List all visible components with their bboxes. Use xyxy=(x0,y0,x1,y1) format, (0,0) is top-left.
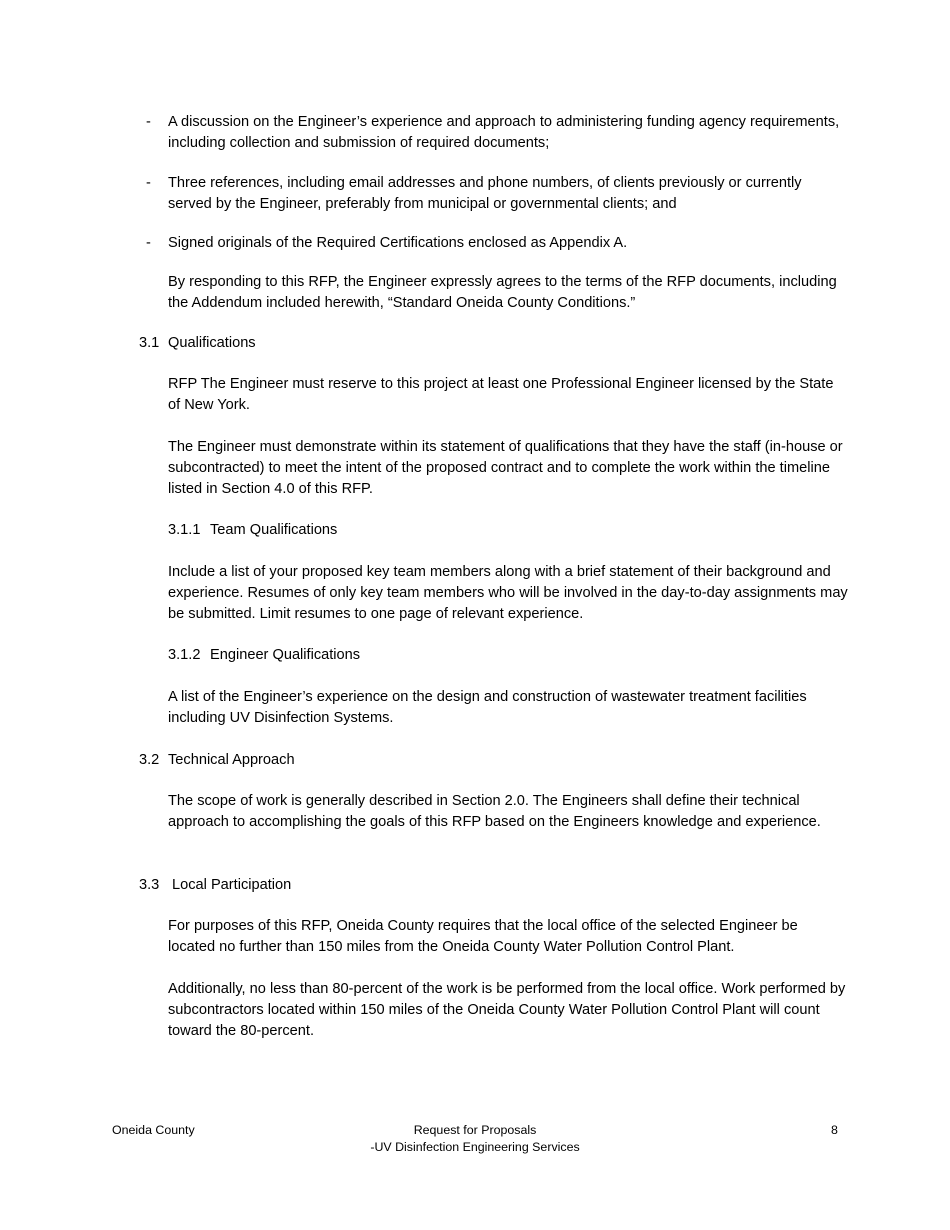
bullet-dash: - xyxy=(146,235,151,251)
subsection-title-team-qualifications: Team Qualifications xyxy=(210,522,338,538)
local-participation-paragraph-1: For purposes of this RFP, Oneida County requires that the local office of the selected Engineer be located no further than 150 miles from the Oneida County Water Pollution Control Plant. xyxy=(168,918,798,955)
team-qualifications-paragraph: Include a list of your proposed key team members along with a brief statement of their background and experience. Resumes of only key team members who will be involved in the day-to-day assignments may be submitted. Limit resumes to one page of relevant experience. xyxy=(168,564,848,622)
section-number: 3.1 xyxy=(139,335,160,351)
section-title-qualifications: Qualifications xyxy=(168,335,256,351)
bullet-text-references: Three references, including email addresses and phone numbers, of clients previously or currently served by the Engineer, preferably from municipal or governmental clients; and xyxy=(168,175,802,212)
qualifications-paragraph-2: The Engineer must demonstrate within its statement of qualifications that they have the staff (in-house or subcontracted) to meet the intent of the proposed contract and to complete the work within the timeline listed in Section 4.0 of this RFP. xyxy=(168,439,843,497)
subsection-number: 3.1.1 xyxy=(168,522,201,538)
engineer-qualifications-paragraph: A list of the Engineer’s experience on the design and construction of wastewater treatment facilities including UV Disinfection Systems. xyxy=(168,689,807,726)
footer-left-county: Oneida County xyxy=(112,1123,195,1137)
technical-approach-paragraph: The scope of work is generally described in Section 2.0. The Engineers shall define their technical approach to accomplishing the goals of this RFP based on the Engineers knowledge and experience. xyxy=(168,793,821,830)
bullet-text-funding: A discussion on the Engineer’s experience and approach to administering funding agency requirements, including collection and submission of required documents; xyxy=(168,114,840,151)
section-number: 3.3 xyxy=(139,877,160,893)
section-number: 3.2 xyxy=(139,752,160,768)
footer-page-number: 8 xyxy=(831,1123,838,1137)
local-participation-paragraph-2: Additionally, no less than 80-percent of the work is be performed from the local office. Work performed by subcontractors located within 150 miles of the Oneida County Water Pollution Control Plant will count toward the 80-percent. xyxy=(168,981,846,1039)
bullet-dash: - xyxy=(146,175,151,191)
footer-center xyxy=(325,1122,625,1156)
subsection-title-engineer-qualifications: Engineer Qualifications xyxy=(210,647,361,663)
intro-paragraph: By responding to this RFP, the Engineer expressly agrees to the terms of the RFP documents, including the Addendum included herewith, “Standard Oneida County Conditions.” xyxy=(168,274,837,311)
bullet-dash: - xyxy=(146,114,151,130)
qualifications-paragraph-1: RFP The Engineer must reserve to this project at least one Professional Engineer licensed by the State of New York. xyxy=(168,376,834,413)
subsection-number: 3.1.2 xyxy=(168,647,201,663)
footer-center-title: Request for Proposals xyxy=(413,1123,537,1137)
bullet-text-certifications: Signed originals of the Required Certifications enclosed as Appendix A. xyxy=(168,235,628,251)
footer-center-subtitle: -UV Disinfection Engineering Services xyxy=(370,1140,580,1154)
section-title-technical-approach: Technical Approach xyxy=(168,752,295,768)
section-title-local-participation: Local Participation xyxy=(172,877,292,893)
